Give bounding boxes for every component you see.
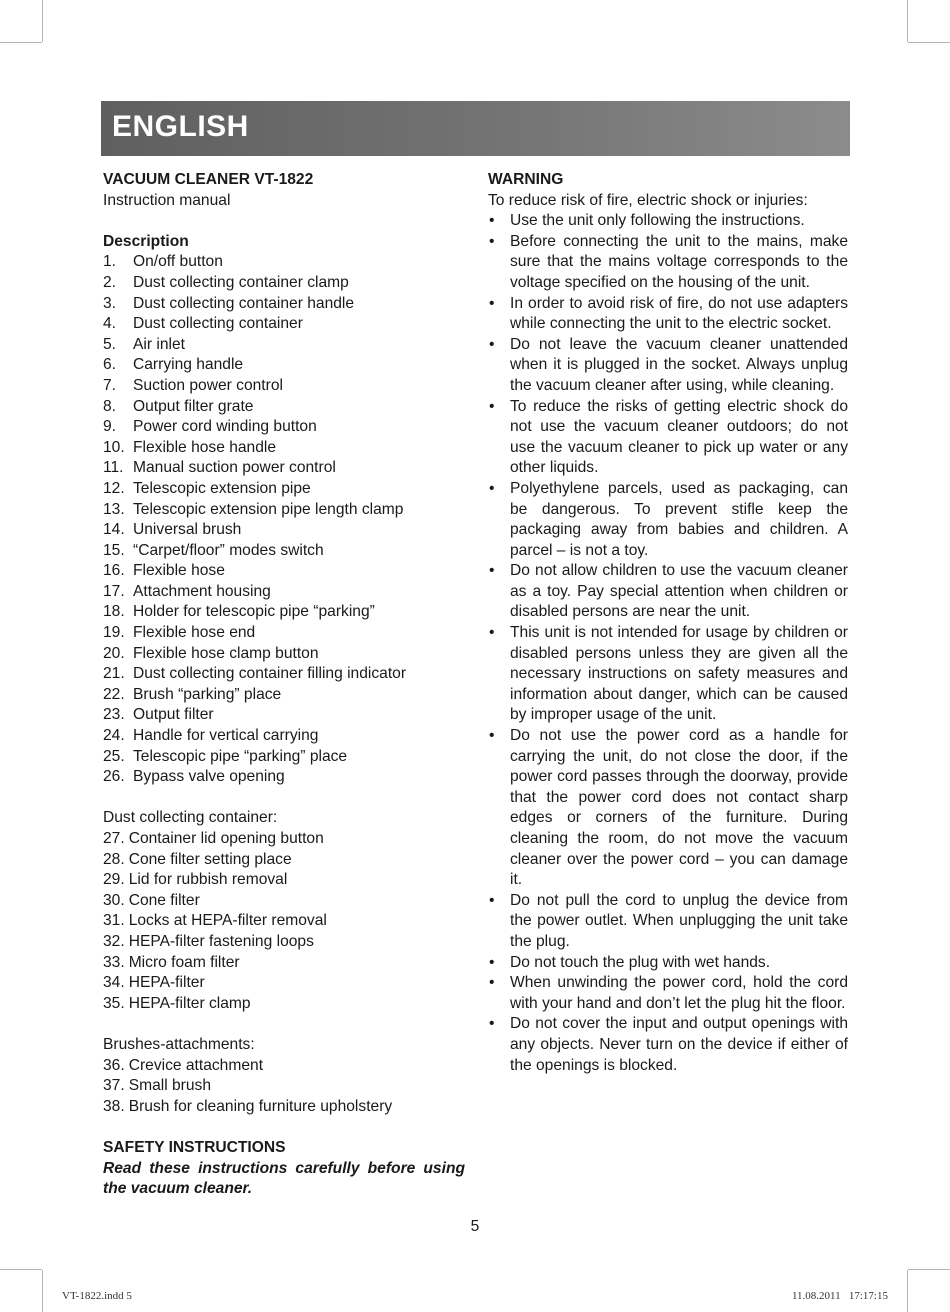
list-item [103,314,465,335]
bullet-icon: • [489,624,495,642]
warning-text: Do not use the power cord as a handle for carrying the unit, do not close the door, if the power cord passes through the doorway, provide that the power cord does not contact sharp edges or corners of the furniture. During cleaning the room, do not move the vacuum cleaner over the power cord – you can damage it. [510,727,848,889]
item-number: 24. [103,727,125,745]
item-text: Manual suction power control [133,459,336,477]
item-number: 20. [103,644,125,662]
item-number: 38. [103,1097,125,1115]
item-number: 15. [103,541,125,559]
list-item [103,644,465,665]
list-item [103,747,465,768]
list-item [103,664,465,685]
crop-mark-top-right [907,0,908,42]
item-number: 17. [103,582,125,600]
item-text: Output filter [133,706,214,724]
item-number: 30. [103,891,125,909]
item-number: 5. [103,335,117,353]
crop-mark-top-left-h [0,42,42,43]
item-text: Flexible hose handle [133,438,277,456]
list-item [103,973,465,994]
item-text: Locks at HEPA-filter removal [128,912,327,930]
bullet-icon: • [489,232,495,250]
crop-mark-top-left [42,0,43,42]
warning-intro: To reduce risk of fire, electric shock or injuries: [488,191,808,209]
list-item [103,397,465,418]
item-number: 25. [103,747,125,765]
item-text: Telescopic pipe “parking” place [133,747,348,765]
list-item [103,602,465,623]
item-text: HEPA-filter [128,974,205,992]
list-item [103,891,465,912]
item-text: Handle for vertical carrying [133,727,319,745]
list-item [103,252,465,273]
item-text: Brush for cleaning furniture upholstery [128,1097,393,1115]
warning-item [488,561,848,623]
crop-mark-bottom-right-h [908,1269,950,1270]
warning-heading: WARNING [488,171,564,188]
spacer [103,788,465,809]
item-number: 34. [103,974,125,992]
list-item [103,994,465,1015]
list-item [103,335,465,356]
warning-text: In order to avoid risk of fire, do not use adapters while connecting the unit to the electric socket. [510,294,848,333]
list-item [103,767,465,788]
item-text: Telescopic extension pipe [133,479,311,497]
warning-item [488,335,848,397]
item-number: 31. [103,912,125,930]
bullet-icon: • [489,562,495,580]
crop-mark-bottom-left [42,1270,43,1312]
item-text: Dust collecting container handle [133,294,355,312]
description-list [103,252,465,787]
item-text: HEPA-filter clamp [128,994,251,1012]
item-number: 26. [103,768,125,786]
list-item [103,541,465,562]
item-number: 37. [103,1077,125,1095]
list-item [103,1056,465,1077]
warning-item [488,1014,848,1076]
list-item [103,726,465,747]
item-text: Attachment housing [133,582,271,600]
manual-subtitle: Instruction manual [103,191,231,209]
item-number: 27. [103,830,125,847]
list-item [103,417,465,438]
item-number: 3. [103,294,117,312]
list-item [103,479,465,500]
item-number: 8. [103,397,117,415]
item-number: 29. [103,871,125,889]
language-banner [101,101,850,156]
item-text: Telescopic extension pipe length clamp [133,500,404,518]
bullet-icon: • [489,974,495,992]
item-text: Cone filter setting place [128,850,292,868]
list-item [103,500,465,521]
list-item [103,870,465,891]
item-number: 19. [103,624,125,642]
bullet-icon: • [489,294,495,312]
warning-item [488,479,848,561]
warning-text: Do not pull the cord to unplug the device from the power outlet. When unplugging the unit take the plug. [510,891,848,950]
list-item [103,355,465,376]
item-text: Universal brush [133,521,242,539]
spacer [103,1117,465,1138]
item-number: 16. [103,562,125,580]
warning-text: Use the unit only following the instructions. [510,212,805,230]
list-item [103,850,465,871]
footer-date: 11.08.2011 [791,1290,841,1302]
warning-text: Do not allow children to use the vacuum cleaner as a toy. Pay special attention when children or disabled persons are near the unit. [510,562,848,621]
warning-text: When unwinding the power cord, hold the cord with your hand and don’t let the plug hit the floor. [510,974,848,1012]
bullet-icon: • [489,212,495,230]
item-text: Container lid opening button [128,830,324,847]
item-text: “Carpet/floor” modes switch [133,541,324,559]
item-number: 9. [103,418,117,436]
page-number: 5 [470,1218,480,1235]
list-item [103,705,465,726]
list-item [103,1076,465,1097]
item-number: 36. [103,1056,125,1074]
warning-item [488,726,848,891]
item-number: 35. [103,994,125,1012]
bullet-icon: • [489,891,495,909]
item-number: 10. [103,438,125,456]
list-item [103,623,465,644]
brushes-list [103,1056,465,1118]
item-number: 7. [103,376,117,394]
item-text: Small brush [128,1077,212,1095]
item-number: 13. [103,500,125,518]
warning-text: This unit is not intended for usage by children or disabled persons unless they are given all the necessary instructions on safety measures and information about danger, which can be caused by improper usage of the unit. [510,624,848,724]
list-item [103,294,465,315]
spacer [103,211,465,232]
warning-text: To reduce the risks of getting electric shock do not use the vacuum cleaner outdoors; do not use the vacuum cleaner to pick up water or any other liquids. [510,397,848,477]
list-item [103,376,465,397]
left-column [103,170,465,1200]
item-number: 1. [103,253,117,271]
item-text: Output filter grate [133,397,254,415]
item-number: 33. [103,953,125,971]
item-text: Cone filter [128,891,200,909]
language-title: ENGLISH [112,110,249,143]
list-item [103,582,465,603]
safety-heading: SAFETY INSTRUCTIONS [103,1138,286,1156]
bullet-icon: • [489,335,495,353]
list-item [103,561,465,582]
warning-text: Do not touch the plug with wet hands. [510,953,771,971]
list-item [103,520,465,541]
item-text: Power cord winding button [133,418,317,436]
item-number: 18. [103,603,125,621]
crop-mark-bottom-right [907,1270,908,1312]
warning-item [488,973,848,1014]
warning-item [488,232,848,294]
safety-note: Read these instructions carefully before using the vacuum cleaner. [103,1159,465,1198]
bullet-icon: • [489,1015,495,1033]
list-item [103,1097,465,1118]
description-heading: Description [103,232,189,250]
warning-item [488,397,848,479]
warning-item [488,891,848,953]
warning-item [488,294,848,335]
list-item [103,685,465,706]
bullet-icon: • [489,479,495,497]
dust-container-heading: Dust collecting container: [103,809,278,827]
list-item [103,438,465,459]
list-item [103,932,465,953]
brushes-heading: Brushes-attachments: [103,1035,255,1053]
item-text: Holder for telescopic pipe “parking” [133,603,375,621]
warning-item [488,211,848,232]
item-number: 2. [103,273,117,291]
warning-text: Polyethylene parcels, used as packaging, can be dangerous. To prevent stifle keep the packaging away from babies and children. A parcel – is not a toy. [510,479,848,559]
list-item [103,829,465,850]
item-text: Flexible hose end [133,624,256,642]
bullet-icon: • [489,727,495,745]
item-text: Dust collecting container filling indicator [133,665,407,683]
dust-container-list [103,829,465,1014]
list-item [103,953,465,974]
item-text: On/off button [133,253,223,271]
item-number: 6. [103,356,117,374]
item-text: Dust collecting container clamp [133,273,349,291]
item-text: Brush “parking” place [133,685,282,703]
right-column [488,170,848,1076]
item-text: HEPA-filter fastening loops [128,932,314,950]
item-number: 12. [103,479,125,497]
item-text: Suction power control [133,376,283,394]
item-number: 23. [103,706,125,724]
item-text: Crevice attachment [128,1056,264,1074]
item-text: Bypass valve opening [133,768,285,786]
item-text: Dust collecting container [133,315,303,333]
item-text: Flexible hose clamp button [133,644,319,662]
list-item [103,911,465,932]
item-number: 4. [103,315,117,333]
warning-text: Do not cover the input and output openings with any objects. Never turn on the device if either of the openings is blocked. [510,1015,848,1074]
item-number: 21. [103,665,125,683]
item-text: Air inlet [133,335,185,353]
list-item [103,458,465,479]
item-text: Flexible hose [133,562,225,580]
footer-file: VT-1822.indd 5 [62,1290,132,1302]
bullet-icon: • [489,397,495,415]
spacer [103,1014,465,1035]
crop-mark-bottom-left-h [0,1269,42,1270]
item-number: 32. [103,932,125,950]
product-title: VACUUM CLEANER VT-1822 [103,171,314,188]
item-number: 22. [103,685,125,703]
bullet-icon: • [489,953,495,971]
warning-text: Before connecting the unit to the mains, make sure that the mains voltage corresponds to the voltage specified on the housing of the unit. [510,232,848,291]
warning-text: Do not leave the vacuum cleaner unattended when it is plugged in the socket. Always unplug the vacuum cleaner after using, while cleaning. [510,335,848,394]
item-text: Carrying handle [133,356,244,374]
warning-item [488,623,848,726]
item-number: 14. [103,521,125,539]
footer-time: 17:17:15 [848,1290,888,1302]
item-number: 11. [103,459,124,477]
list-item [103,273,465,294]
warning-item [488,953,848,974]
item-number: 28. [103,850,125,868]
crop-mark-top-right-h [908,42,950,43]
warning-list [488,211,848,1076]
item-text: Lid for rubbish removal [128,871,288,889]
item-text: Micro foam filter [128,953,240,971]
footer-timestamp [792,1290,888,1302]
